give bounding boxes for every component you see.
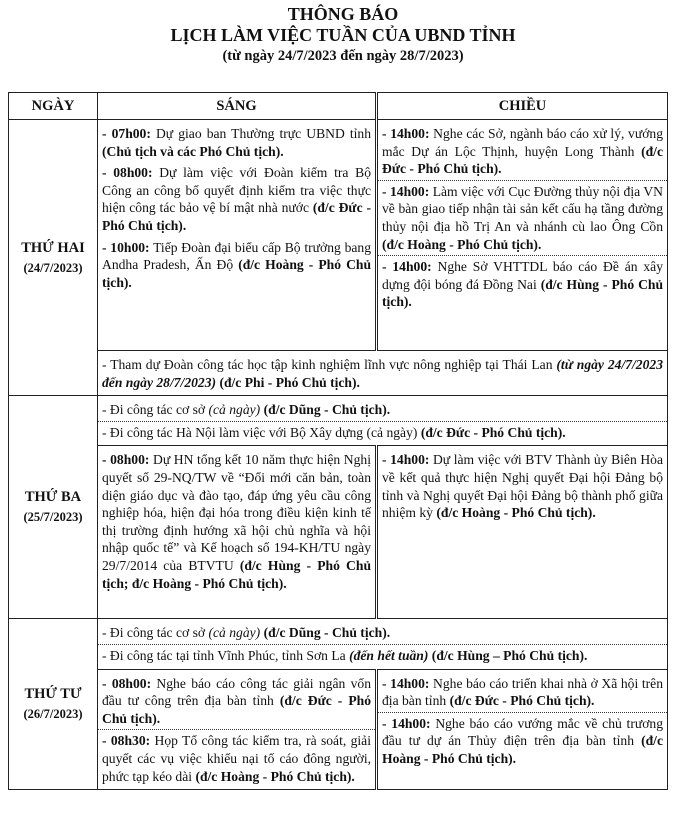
col-header-afternoon: CHIỀU xyxy=(377,93,668,120)
monday-row xyxy=(9,120,668,351)
monday-fullday xyxy=(98,351,668,396)
document-header xyxy=(0,0,686,66)
date-range: (từ ngày 24/7/2023 đến ngày 28/7/2023) xyxy=(222,48,464,64)
day-date: (25/7/2023) xyxy=(23,510,83,525)
event-item: - Tham dự Đoàn công tác học tập kinh nghiệm lĩnh vực nông nghiệp tại Thái Lan (từ ngày 24/7/2023 đến ngày 28/7/2023) (đ/c Phi - Phó Chủ tịch). xyxy=(102,357,663,390)
event-item: - Đi công tác Hà Nội làm việc với Bộ Xây dựng (cả ngày) (đ/c Đức - Phó Chủ tịch). xyxy=(102,424,566,440)
wednesday-day-cell xyxy=(9,619,98,790)
event-item: - 14h00: Làm việc với Cục Đường thủy nội địa VN về bàn giao tiếp nhận tài sản kết cấu hạ tầng đường thủy nội địa hồ Trị An và nhánh cù lao Ông Cồn (đ/c Hoàng - Phó Chủ tịch). xyxy=(378,181,667,256)
event-item: - 08h30: Họp Tổ công tác kiểm tra, rà soát, giải quyết các vụ việc khiếu nại tố cáo đông người, phức tạp kéo dài (đ/c Hoàng - Phó Chủ tịch). xyxy=(102,733,371,784)
event-item: - 14h00: Nghe báo cáo vướng mắc về chủ trương đầu tư dự án Thủy điện trên địa bàn tỉnh (đ/c Hoàng - Phó Chủ tịch). xyxy=(382,715,664,766)
event-item: - 08h00: Dự làm việc với Đoàn kiểm tra Bộ Công an công bố quyết định kiểm tra việc thực hiện công tác bảo vệ bí mật nhà nước (đ/c Đức - Phó Chủ tịch). xyxy=(102,165,371,233)
monday-day-cell xyxy=(9,120,98,396)
event-item: - 14h00: Nghe Sở VHTTDL báo cáo Đề án xây dựng đội bóng đá Đồng Nai (đ/c Hùng - Phó Chủ tịch). xyxy=(382,259,664,310)
tuesday-morning xyxy=(98,446,377,619)
wednesday-fullday-row xyxy=(9,619,668,669)
notice-title: THÔNG BÁO xyxy=(287,4,399,24)
schedule-title: LỊCH LÀM VIỆC TUẦN CỦA UBND TỈNH xyxy=(170,25,516,45)
schedule-table xyxy=(8,92,668,790)
tuesday-row xyxy=(9,446,668,619)
event-item: - 08h00: Dự HN tổng kết 10 năm thực hiện Nghị quyết số 29-NQ/TW về “Đổi mới căn bản, toàn diện giáo dục và đào tạo, đáp ứng yêu cầu công nghiệp hóa, hiện đại hóa trong điều kiện kinh tế thị trường định hướng xã hội chủ nghĩa và hội nhập quốc tế” và Kế hoạch số 194-KH/TU ngày 29/7/2014 của BTVTU (đ/c Hùng - Phó Chủ tịch; đ/c Hoàng - Phó Chủ tịch). xyxy=(102,452,371,591)
wednesday-fullday xyxy=(98,619,668,669)
event-item: - 08h00: Nghe báo cáo công tác giải ngân vốn đầu tư công trên địa bàn tỉnh (đ/c Đức - Phó Chủ tịch). xyxy=(98,673,375,731)
col-header-day: NGÀY xyxy=(9,93,98,120)
tuesday-fullday xyxy=(98,396,668,446)
day-date: (26/7/2023) xyxy=(23,707,83,722)
wednesday-afternoon xyxy=(377,669,668,790)
monday-fullday-row xyxy=(9,351,668,396)
event-item: - 14h00: Nghe các Sở, ngành báo cáo xử lý, vướng mắc Dự án Lộc Thịnh, huyện Long Thành (đ/c Đức - Phó Chủ tịch). xyxy=(378,123,667,181)
day-name: THỨ HAI xyxy=(21,239,85,256)
tuesday-afternoon xyxy=(377,446,668,619)
monday-morning xyxy=(98,120,377,351)
event-item: - 07h00: Dự giao ban Thường trực UBND tỉnh (Chủ tịch và các Phó Chủ tịch). xyxy=(102,126,372,159)
monday-afternoon xyxy=(377,120,668,351)
event-item: - 14h00: Nghe báo cáo triển khai nhà ở Xã hội trên địa bàn tỉnh (đ/c Đức - Phó Chủ tịch). xyxy=(378,673,667,713)
event-item: - 14h00: Dự làm việc với BTV Thành ủy Biên Hòa về kết quả thực hiện Nghị quyết Đại hội Đảng bộ tỉnh và Nghị quyết Đại hội Đảng bộ thành phố giữa nhiệm kỳ (đ/c Hoàng - Phó Chủ tịch). xyxy=(382,452,663,521)
event-item: - Đi công tác cơ sở (cả ngày) (đ/c Dũng - Chủ tịch). xyxy=(98,622,667,645)
tuesday-day-cell xyxy=(9,396,98,619)
event-item: - 10h00: Tiếp Đoàn đại biểu cấp Bộ trưởng bang Andha Pradesh, Ấn Độ (đ/c Hoàng - Phó Chủ tịch). xyxy=(102,239,372,290)
event-item: - Đi công tác cơ sở (cả ngày) (đ/c Dũng - Chủ tịch). xyxy=(98,399,667,422)
day-date: (24/7/2023) xyxy=(23,260,83,275)
table-header-row xyxy=(9,93,668,120)
day-name: THỨ BA xyxy=(24,489,82,506)
day-name: THỨ TƯ xyxy=(24,686,82,703)
wednesday-row xyxy=(9,669,668,790)
tuesday-fullday-row xyxy=(9,396,668,446)
wednesday-morning xyxy=(98,669,377,790)
col-header-morning: SÁNG xyxy=(98,93,377,120)
event-item: - Đi công tác tại tỉnh Vĩnh Phúc, tỉnh Sơn La (đến hết tuần) (đ/c Hùng – Phó Chủ tịch). xyxy=(102,647,588,663)
